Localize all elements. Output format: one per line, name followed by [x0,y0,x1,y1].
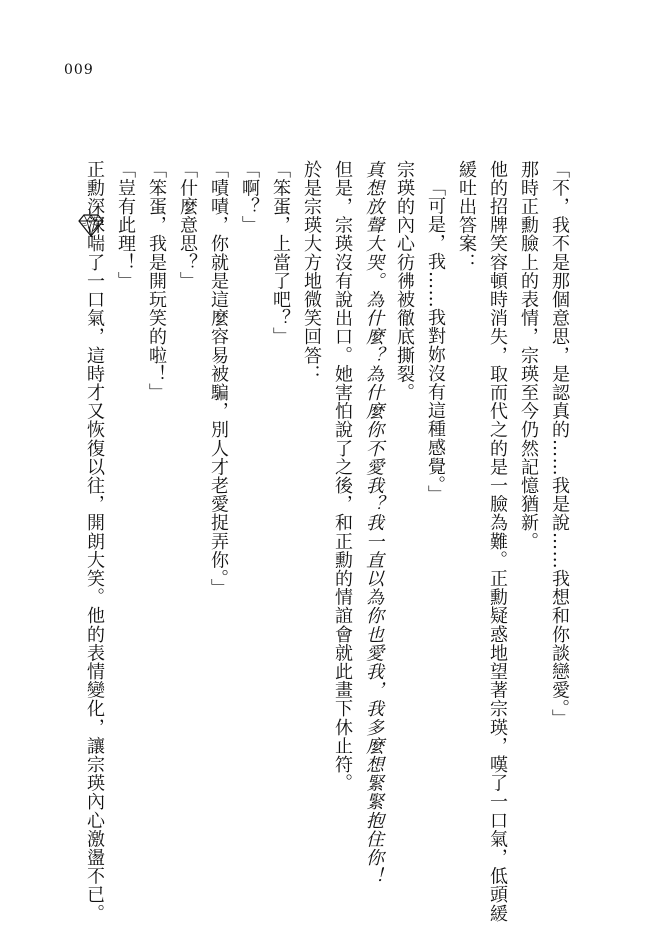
text-line: 「啊？」 [239,160,260,235]
text-line: 緩吐出答案： [456,160,477,272]
text-line: 「笨蛋，上當了吧？」 [270,160,291,346]
text-line: 「豈有此理！」 [115,160,136,291]
text-line: 真想放聲大哭。為什麼？為什麼你不愛我？我一直以為你也愛我，我多麼想緊緊抱住你！ [363,160,384,886]
text-line: 「可是，我……我對妳沒有這種感覺。」 [425,178,446,504]
text-line: 「笨蛋，我是開玩笑的啦！」 [146,160,167,402]
text-line: 「不，我不是那個意思，是認真的……我是說……我想和你談戀愛。」 [549,160,570,728]
text-line: 於是宗瑛大方地微笑回答： [301,160,322,384]
text-line: 「嘖嘖，你就是這麼容易被騙，別人才老愛捉弄你。」 [208,160,229,598]
text-line: 宗瑛的內心彷彿被徹底撕裂。 [394,160,415,402]
text-line: 「什麼意思？」 [177,160,198,291]
text-line: 正勳深深喘了一口氣，這時才又恢復以往，開朗大笑。他的表情變化，讓宗瑛內心激盪不已。 [84,160,105,923]
text-line: 那時正勳臉上的表情，宗瑛至今仍然記憶猶新。 [518,160,539,551]
body-text [79,160,575,923]
text-line: 但是，宗瑛沒有說出口。她害怕說了之後，和正勳的情誼會就此畫下休止符。 [332,160,353,793]
text-line: 他的招牌笑容頓時消失，取而代之的是一臉為難。正勳疑惑地望著宗瑛，嘆了一口氣，低頭緩 [487,160,508,923]
page-number: 009 [64,62,94,78]
